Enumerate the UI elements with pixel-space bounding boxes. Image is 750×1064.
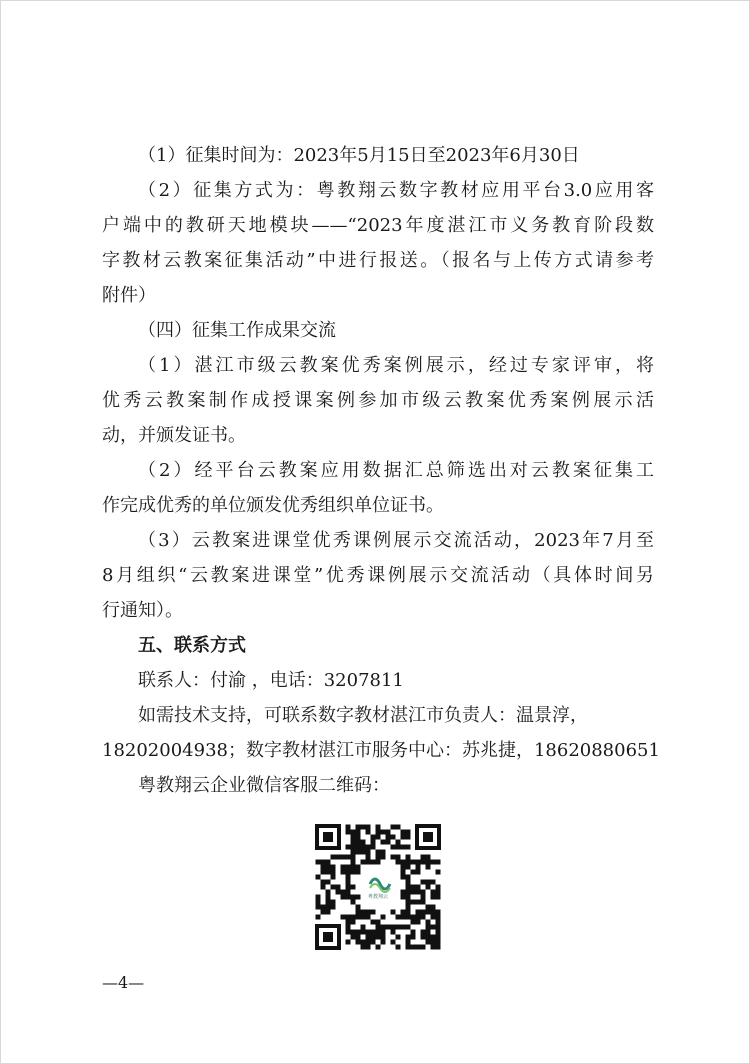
tech-support-phones-line: 18202004938；数字教材湛江市服务中心：苏兆捷，18620880651 (102, 740, 660, 761)
section-heading-contact: 五、联系方式 (138, 635, 246, 656)
contact-person-line: 联系人：付渝 ，电话：3207811 (138, 670, 404, 691)
paragraph-results-3-end: 行通知）。 (102, 600, 183, 621)
paragraph-results-3: （3）云教案进课堂优秀课例展示交流活动，2023年7月至 (138, 530, 654, 551)
paragraph-results-3-cont: 8月组织“云教案进课堂”优秀课例展示交流活动（具体时间另 (102, 565, 654, 586)
qr-finder-bottom-left (315, 924, 341, 950)
paragraph-collection-method: （2）征集方式为：粤教翔云数字教材应用平台3.0应用客 (138, 180, 654, 201)
tech-support-line: 如需技术支持，可联系数字教材湛江市负责人：温景淳， (138, 705, 588, 726)
paragraph-results-1-end: 动，并颁发证书。 (102, 425, 246, 446)
qr-caption: 粤教翔云企业微信客服二维码： (138, 775, 390, 796)
paragraph-results-1-cont: 优秀云教案制作成授课案例参加市级云教案优秀案例展示活 (102, 390, 654, 411)
paragraph-results-1: （1）湛江市级云教案优秀案例展示，经过专家评审，将 (138, 355, 654, 376)
qr-finder-top-right (415, 824, 441, 850)
paragraph-results-2-end: 作完成优秀的单位颁发优秀组织单位证书。 (102, 495, 444, 516)
document-body (102, 142, 660, 807)
qr-code-image (313, 822, 443, 952)
qr-center-logo (363, 868, 393, 902)
paragraph-collection-method-cont: 户端中的教研天地模块——“2023年度湛江市义务教育阶段数 (102, 215, 654, 236)
paragraph-results-2: （2）经平台云教案应用数据汇总筛选出对云教案征集工 (138, 460, 654, 481)
paragraph-collection-method-cont: 字教材云教案征集活动”中进行报送。（报名与上传方式请参考 (102, 250, 654, 271)
qr-logo-text: 粤教翔云 (367, 894, 389, 900)
paragraph-collection-time: （1）征集时间为：2023年5月15日至2023年6月30日 (138, 145, 580, 166)
section-heading-results: （四）征集工作成果交流 (138, 320, 336, 341)
wechat-qr-code (313, 822, 443, 952)
page-number: —4— (102, 973, 145, 992)
paragraph-collection-method-end: 附件） (102, 285, 156, 306)
qr-finder-top-left (315, 824, 341, 850)
